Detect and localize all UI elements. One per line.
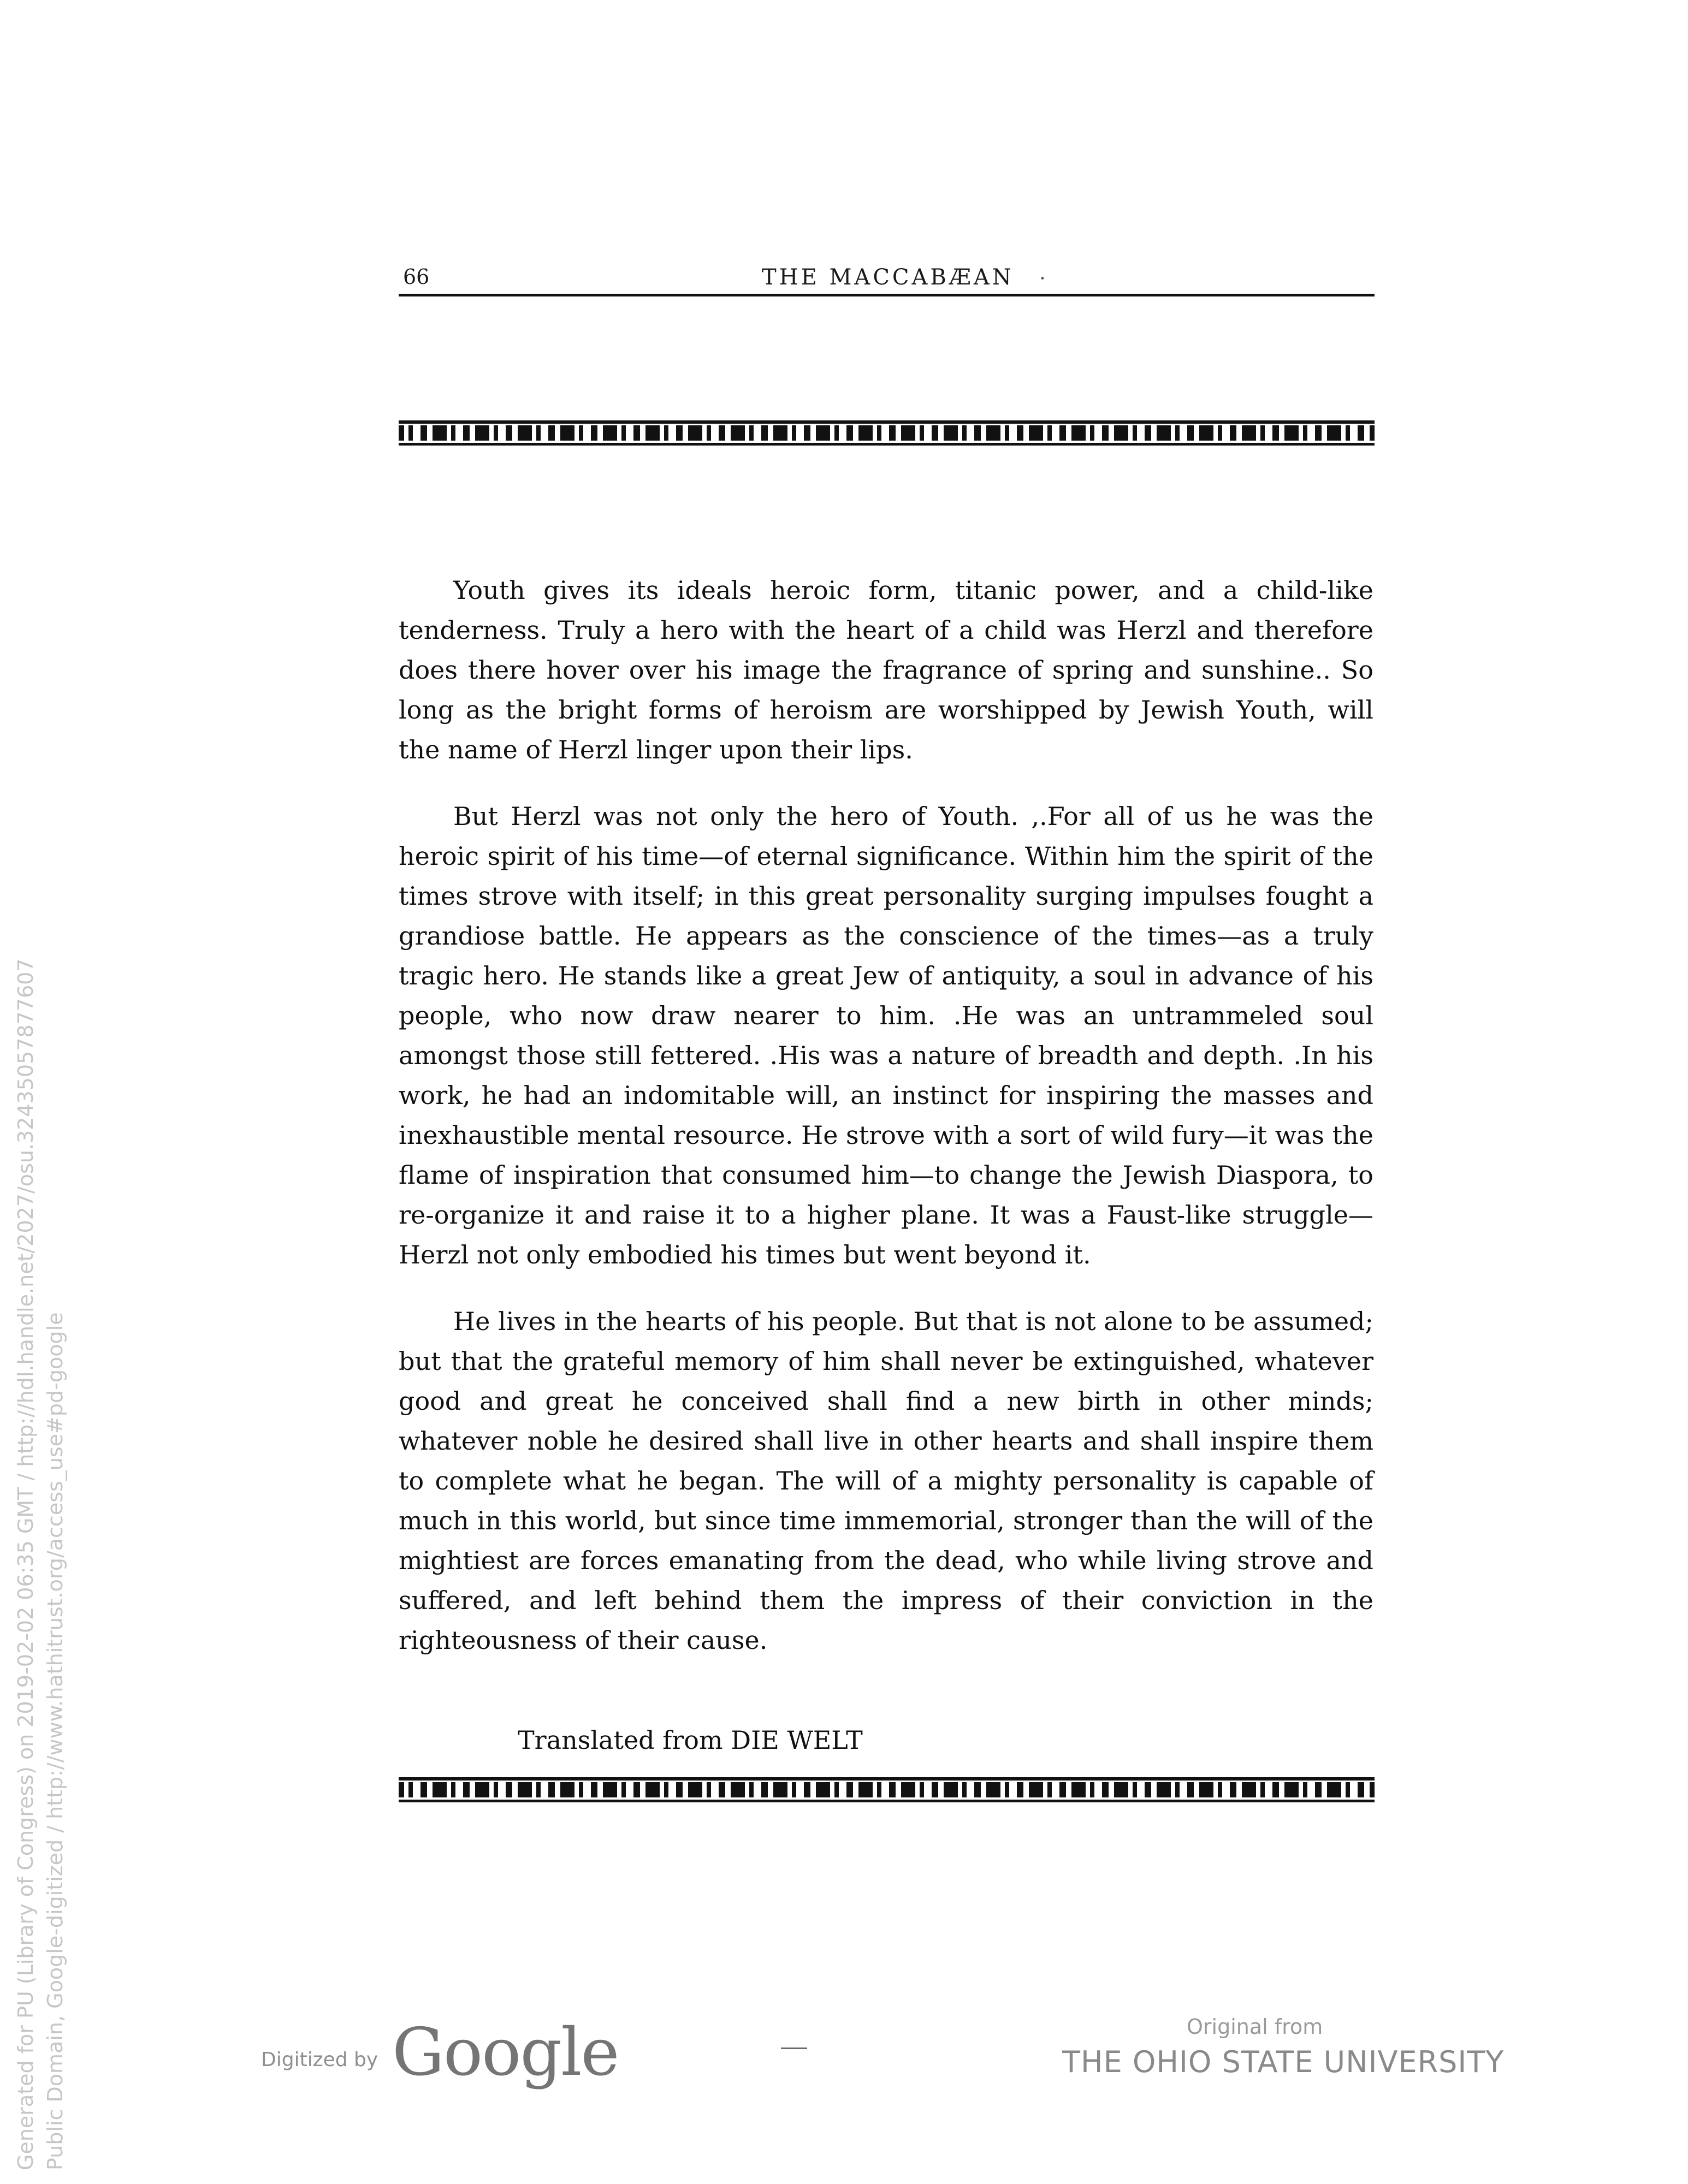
watermark-line-1: Generated for PU (Library of Congress) on 2019-02-02 06:35 GMT / http://hdl.handle.net/2027/osu.32435057877607 [14,958,38,2170]
attribution: Translated from DIE WELT [518,1725,863,1755]
ornamental-border-top [399,420,1375,446]
ornamental-border-bottom [399,1777,1375,1802]
university-name: THE OHIO STATE UNIVERSITY [1062,2045,1505,2079]
original-from-label: Original from [1187,2015,1323,2039]
article-paragraph-2: But Herzl was not only the hero of Youth. ,.For all of us he was the heroic spirit of his time—of eternal significance. Within him the spirit of the times strove with itself; in this great personality surging impulses fought a grandiose battle. He appears as the conscience of the times—as a truly tragic hero. He stands like a great Jew of antiquity, a soul in advance of his people, who now draw nearer to him. .He was an untrammeled soul amongst those still fettered. .His was a nature of breadth and depth. .In his work, he had an indomitable will, an instinct for inspiring the masses and inexhaustible mental resource. He strove with a sort of wild fury—it was the flame of inspiration that consumed him—to change the Jewish Diaspora, to re-organize it and raise it to a higher plane. It was a Faust-like struggle—Herzl not only embodied his times but went beyond it. [399,802,1373,1269]
article-paragraph-1: Youth gives its ideals heroic form, titanic power, and a child-like tenderness. Truly a hero with the heart of a child was Herzl and therefore does there hover over his image the fragrance of spring and sunshine.. So long as the bright forms of heroism are worshipped by Jewish Youth, will the name of Herzl linger upon their lips. [399,575,1373,764]
running-title: THE MACCABÆAN [762,265,1014,290]
watermark-line-2: Public Domain, Google-digitized / http://www.hathitrust.org/access_use#pd-google [43,1312,67,2170]
google-logo: Google [392,2015,619,2091]
footer-dash [781,2048,807,2049]
header-mark: · [1039,266,1046,290]
access-watermark [11,959,70,2170]
page-number: 66 [403,265,430,289]
article-paragraph-3: He lives in the hearts of his people. But that is not alone to be assumed; but that the grateful memory of him shall never be extinguished, whatever good and great he conceived shall find a new birth in other minds; whatever noble he desired shall live in other hearts and shall inspire them to complete what he began. The will of a mighty personality is capable of much in this world, but since time immemorial, stronger than the will of the mightiest are forces emanating from the dead, who while living strove and suffered, and left behind them the impress of their conviction in the righteousness of their cause. [399,1307,1373,1655]
digitized-by-label: Digitized by [261,2049,378,2071]
article-body [399,571,1373,1660]
header-rule [399,294,1375,296]
